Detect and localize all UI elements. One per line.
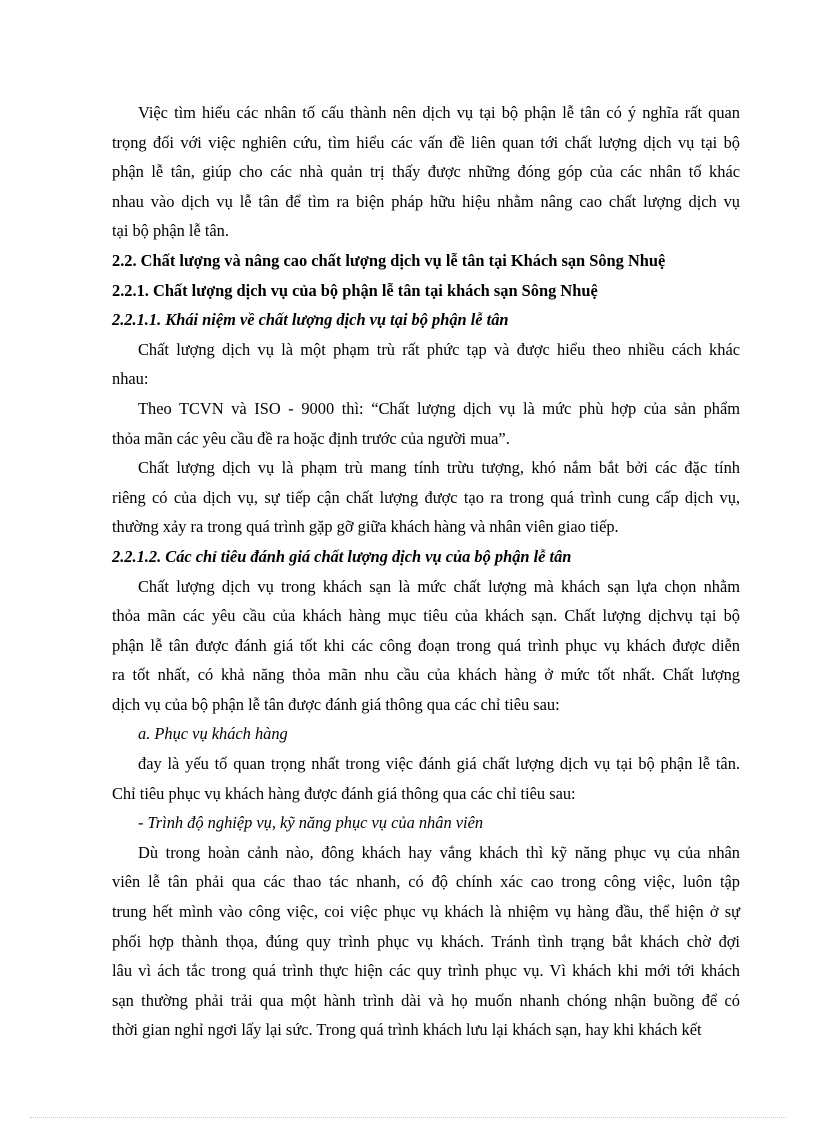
paragraph (112, 749, 740, 808)
paragraph (112, 808, 740, 838)
text-line: nhau vào dịch vụ lễ tân để tìm ra biện pháp hữu hiệu nhằm nâng cao chất lượng dịch vụ (112, 191, 740, 211)
text-line: tại bộ phận lễ tân. (112, 221, 229, 241)
paragraph (112, 572, 740, 720)
text-line: phận lễ tân, giúp cho các nhà quản trị thấy được những đóng góp của các nhân tố khác (112, 162, 740, 182)
heading-line: - Trình độ nghiệp vụ, kỹ năng phục vụ của nhân viên (138, 813, 484, 833)
text-line: Chất lượng dịch vụ là một phạm trù rất phức tạp và được hiểu theo nhiều cách khác (138, 339, 740, 359)
paragraph (112, 394, 740, 453)
text-line: thời gian nghỉ ngơi lấy lại sức. Trong quá trình khách lưu lại khách sạn, hay khi khách kết (112, 1020, 702, 1040)
paragraph (112, 276, 740, 306)
text-line: nhau: (112, 369, 149, 389)
text-line: thỏa mãn các yêu cầu của khách hàng mục tiêu của khách sạn. Chất lượng dịchvụ tại bộ (112, 606, 740, 626)
text-line: Dù trong hoàn cảnh nào, đông khách hay vắng khách thì kỹ năng phục vụ của nhân (138, 842, 740, 862)
text-line: sạn thường phải trải qua một hành trình dài và họ muốn nhanh chóng nhận buồng để có (112, 990, 740, 1010)
paragraph (112, 335, 740, 394)
text-line: đay là yếu tố quan trọng nhất trong việc đánh giá chất lượng dịch vụ tại bộ phận lễ tân. (138, 754, 740, 774)
text-line: phận lễ tân được đánh giá tốt khi các công đoạn trong quá trình phục vụ khách được diễn (112, 635, 740, 655)
text-line: Theo TCVN và ISO - 9000 thì: “Chất lượng dịch vụ là mức phù hợp của sản phẩm (138, 398, 740, 418)
text-line: viên lễ tân phải qua các thao tác nhanh, có độ chính xác cao trong công việc, luôn tập (112, 872, 740, 892)
text-line: trung hết mình vào công việc, coi việc phục vụ khách là nhiệm vụ hàng đầu, thể hiện ở sự (112, 902, 740, 922)
document-body (112, 98, 740, 1045)
text-line: ra tốt nhất, có khả năng thỏa mãn nhu cầu của khách hàng ở mức tốt nhất. Chất lượng (112, 665, 740, 685)
heading-line: 2.2.1. Chất lượng dịch vụ của bộ phận lễ tân tại khách sạn Sông Nhuệ (112, 280, 598, 300)
paragraph (112, 305, 740, 335)
text-line: Chất lượng dịch vụ là phạm trù mang tính trừu tượng, khó nắm bắt bởi các đặc tính (138, 458, 740, 478)
paragraph (112, 719, 740, 749)
paragraph (112, 453, 740, 542)
text-line: dịch vụ của bộ phận lễ tân được đánh giá thông qua các chỉ tiêu sau: (112, 694, 560, 714)
text-line: riêng có của dịch vụ, sự tiếp cận chất lượng được tạo ra trong quá trình cung cấp dịch vụ, (112, 487, 740, 507)
paragraph (112, 542, 740, 572)
paragraph (112, 246, 740, 276)
text-line: lâu vì ách tắc trong quá trình thực hiện các quy trình phục vụ. Vì khách khi mới tới khách (112, 961, 740, 981)
text-line: Chất lượng dịch vụ trong khách sạn là mức chất lượng mà khách sạn lựa chọn nhằm (138, 576, 740, 596)
heading-line: 2.2.1.1. Khái niệm về chất lượng dịch vụ tại bộ phận lễ tân (112, 310, 509, 330)
text-line: thường xảy ra trong quá trình gặp gỡ giữa khách hàng và nhân viên giao tiếp. (112, 517, 619, 537)
heading-line: 2.2. Chất lượng và nâng cao chất lượng dịch vụ lễ tân tại Khách sạn Sông Nhuệ (112, 250, 666, 270)
heading-line: 2.2.1.2. Các chỉ tiêu đánh giá chất lượng dịch vụ của bộ phận lễ tân (112, 546, 572, 566)
text-line: trọng đối với việc nghiên cứu, tìm hiểu các vấn đề liên quan tới chất lượng dịch vụ tại bộ (112, 132, 740, 152)
text-line: phối hợp thành thọa, đúng quy trình phục vụ khách. Tránh tình trạng bắt khách chờ đợi (112, 931, 740, 951)
text-line: thỏa mãn các yêu cầu đề ra hoặc định trước của người mua”. (112, 428, 510, 448)
paragraph (112, 98, 740, 246)
paragraph (112, 838, 740, 1045)
text-line: Việc tìm hiểu các nhân tố cấu thành nên dịch vụ tại bộ phận lễ tân có ý nghĩa rất quan (138, 103, 740, 122)
heading-line: a. Phục vụ khách hàng (138, 724, 288, 744)
text-line: Chỉ tiêu phục vụ khách hàng được đánh giá thông qua các chỉ tiêu sau: (112, 783, 576, 803)
page-bottom-divider (30, 1117, 786, 1118)
